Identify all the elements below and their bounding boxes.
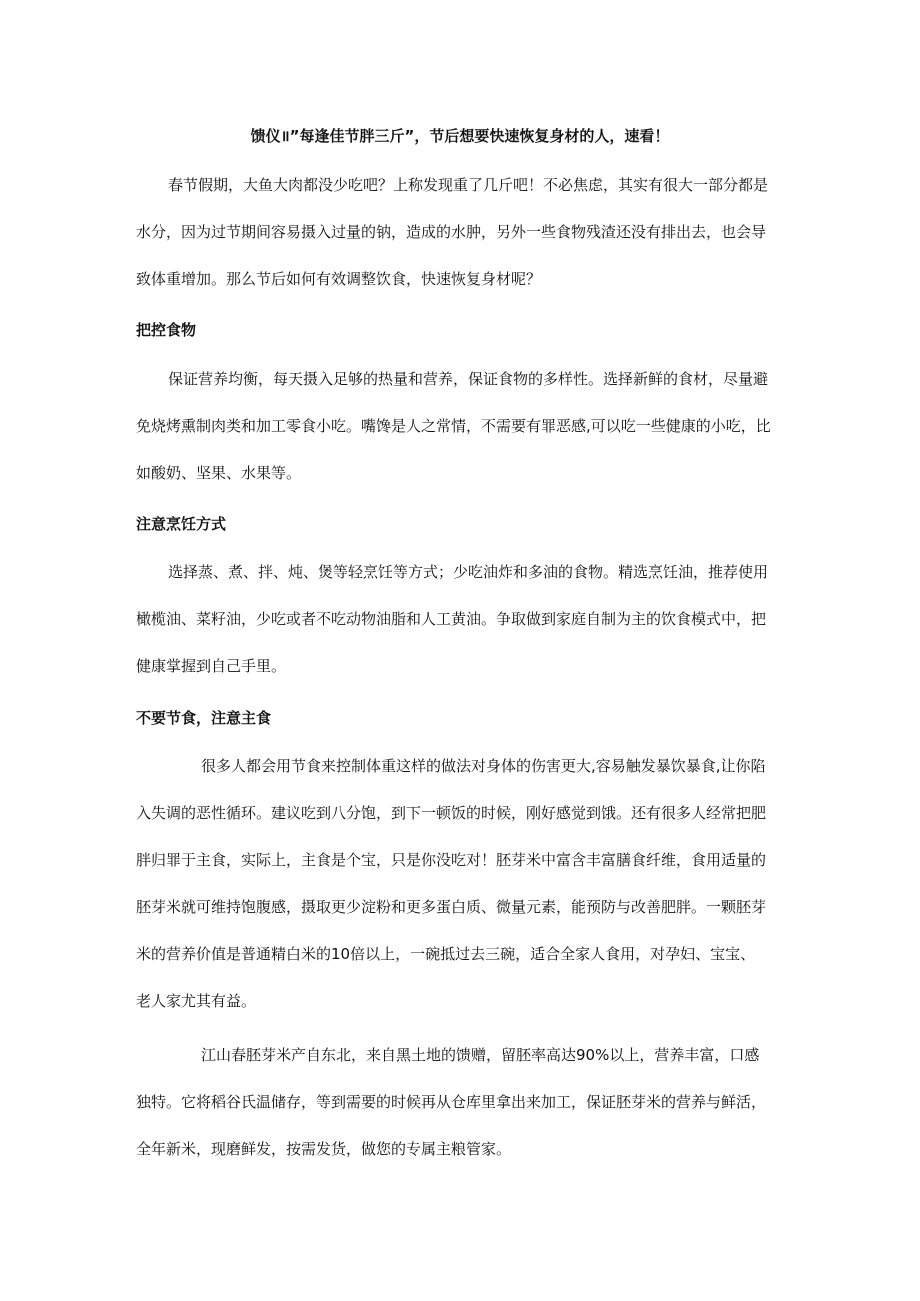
- paragraph-line: 水分，因为过节期间容易摄入过量的钠，造成的水肿，另外一些食物残渣还没有排出去，也会导: [136, 223, 767, 241]
- paragraph-line: 如酸奶、坚果、水果等。: [136, 464, 302, 482]
- paragraph-line: 春节假期，大鱼大肉都没少吃吧？上称发现重了几斤吧！不必焦虑，其实有很大一部分都是: [168, 176, 769, 194]
- paragraph-line: 全年新米，现磨鲜发，按需发货，做您的专属主粮管家。: [136, 1140, 512, 1158]
- paragraph-line: 胖归罪于主食，实际上，主食是个宝，只是你没吃对！胚芽米中富含丰富膳食纤维，食用适量的: [136, 851, 767, 869]
- document-title: 馈仪॥”每逢佳节胖三斤”，节后想要快速恢复身材的人，速看！: [250, 127, 670, 145]
- paragraph-line: 选择蒸、煮、拌、炖、煲等轻烹饪等方式；少吃油炸和多油的食物。精选烹饪油，推荐使用: [168, 563, 769, 581]
- paragraph-line: 米的营养价值是普通精白米的10倍以上，一碗抵过去三碗，适合全家人食用，对孕妇、宝宝、: [136, 945, 756, 963]
- paragraph-line: 致体重增加。那么节后如何有效调整饮食，快速恢复身材呢？: [136, 270, 542, 288]
- section-paragraph-cooking: [136, 549, 786, 690]
- paragraph-line: 很多人都会用节食来控制体重这样的做法对身体的伤害更大,容易触发暴饮暴食,让你陷: [201, 757, 766, 775]
- paragraph-line: 保证营养均衡，每天摄入足够的热量和营养，保证食物的多样性。选择新鲜的食材，尽量避: [168, 370, 769, 388]
- paragraph-line: 胚芽米就可维持饱腹感，摄取更少淀粉和更多蛋白质、微量元素，能预防与改善肥胖。一颗胚芽: [136, 898, 767, 916]
- paragraph-line: 免烧烤熏制肉类和加工零食小吃。嘴馋是人之常情，不需要有罪恶感,可以吃一些健康的小吃，比: [136, 417, 771, 435]
- paragraph-line: 江山春胚芽米产自东北，来自黑土地的馈赠，留胚率高达90%以上，营养丰富，口感: [201, 1046, 760, 1064]
- section-heading-staple: 不要节食，注意主食: [136, 709, 272, 727]
- paragraph-line: 入失调的恶性循环。建议吃到八分饱，到下一顿饭的时候，刚好感觉到饿。还有很多人经常把肥: [136, 804, 767, 822]
- paragraph-line: 橄榄油、菜籽油，少吃或者不吃动物油脂和人工黄油。争取做到家庭自制为主的饮食模式中，把: [136, 610, 767, 628]
- paragraph-line: 老人家尤其有益。: [136, 992, 257, 1010]
- intro-paragraph: [136, 162, 786, 303]
- section-heading-cooking: 注意烹饪方式: [136, 515, 227, 533]
- section-heading-food: 把控食物: [136, 321, 197, 339]
- paragraph-line: 健康掌握到自己手里。: [136, 657, 287, 675]
- section-paragraph-food: [136, 356, 786, 497]
- section-paragraph-staple: [136, 743, 786, 1025]
- paragraph-line: 独特。它将稻谷氏温储存，等到需要的时候再从仓库里拿出来加工，保证胚芽米的营养与鲜活，: [136, 1093, 767, 1111]
- closing-paragraph: [136, 1032, 786, 1173]
